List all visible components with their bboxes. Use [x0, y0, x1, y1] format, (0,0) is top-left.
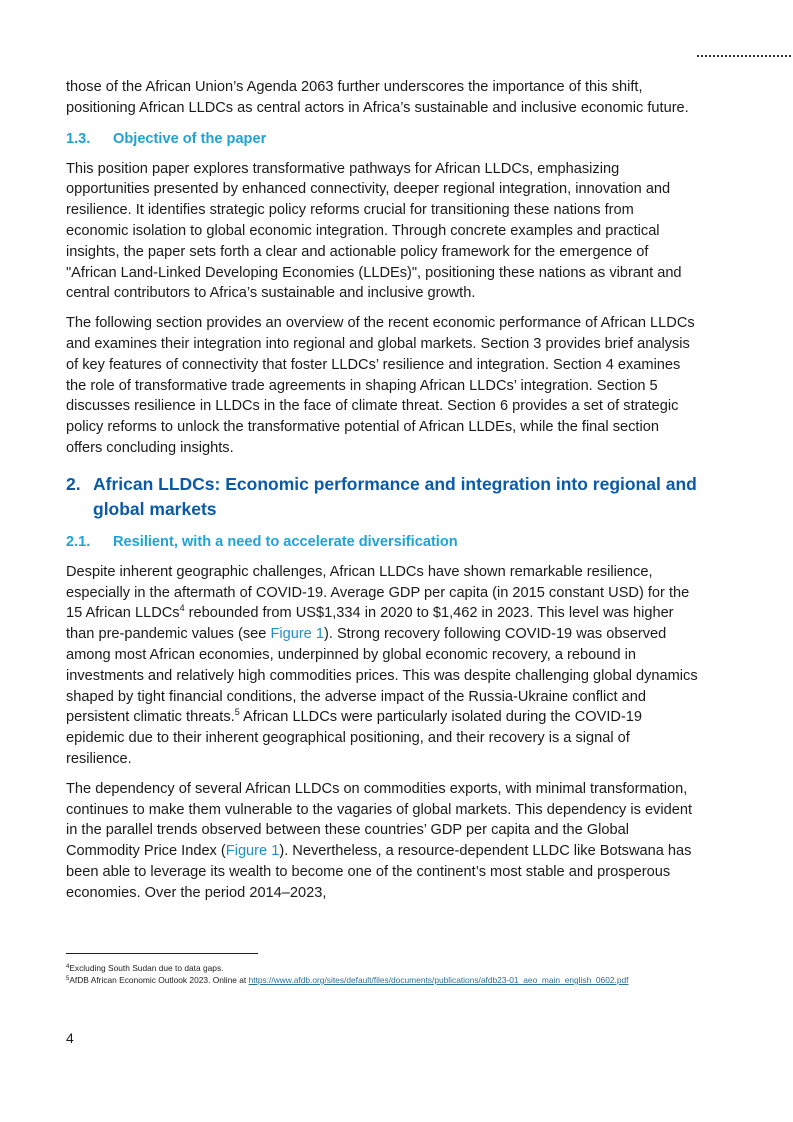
dependency-paragraph — [66, 779, 698, 904]
intro-paragraph: those of the African Union’s Agenda 2063 further underscores the importance of this shift, positioning African LLDCs as central actors in Africa’s sustainable and inclusive economic future. — [66, 79, 689, 116]
figure-1-link[interactable]: Figure 1 — [270, 626, 324, 643]
resilience-paragraph — [66, 562, 698, 770]
footnote-text: Excluding South Sudan due to data gaps. — [69, 963, 224, 973]
section-2-1-heading — [66, 532, 698, 552]
text-segment: ). Nevertheless, a resource-dependent LLDC like Botswana has been able to leverage its wealth to become one of the continent’s most stable and prosperous economies. Over the period 2014–2023, — [66, 843, 692, 901]
section-title: Objective of the paper — [113, 130, 267, 147]
text-segment: Despite inherent geographic challenges, African LLDCs have shown remarkable resilience, especially in the aftermath of COVID-19. Average GDP per capita (in 2015 constant USD) for the 15 African LLDCs — [66, 563, 690, 622]
footnote-text: AfDB African Economic Outlook 2023. Online at — [69, 975, 249, 985]
text-segment: The dependency of several African LLDCs on commodities exports, with minimal transformation, continues to make them vulnerable to the vagaries of global markets. This dependency is evident in the parallel trends observed between these countries’ GDP per capita and the Global Commodity Price Index ( — [66, 780, 692, 860]
footnotes — [66, 962, 686, 986]
page-content — [66, 77, 698, 913]
footnote-mark: 5 — [66, 976, 70, 982]
figure-1-link[interactable]: Figure 1 — [225, 843, 280, 860]
footnote-ref-4[interactable]: 4 — [179, 603, 185, 614]
section-title: Resilient, with a need to accelerate diversification — [113, 533, 458, 550]
footnote-4 — [66, 962, 686, 974]
footnote-mark: 4 — [66, 964, 70, 970]
section-number: 2. — [66, 473, 81, 494]
section-title: African LLDCs: Economic performance and integration into regional and global markets — [93, 473, 697, 519]
section-number: 1.3. — [66, 130, 91, 147]
text-segment: rebounded from US$1,334 in 2020 to $1,462 in 2023. This level was higher than pre-pandemic values (see — [66, 605, 674, 643]
header-dotted-line — [697, 55, 791, 57]
footnote-url-link[interactable]: https://www.afdb.org/sites/default/files/documents/publications/afdb23-01_aeo_main_english_0602.pdf — [248, 975, 629, 985]
text-segment: African LLDCs were particularly isolated during the COVID-19 epidemic due to their inherent geographical positioning, and their recovery is a signal of resilience. — [66, 709, 643, 767]
footnote-ref-5[interactable]: 5 — [234, 707, 240, 718]
section-1-3-heading — [66, 129, 698, 149]
section-2-heading — [66, 472, 698, 522]
section-number: 2.1. — [66, 533, 91, 550]
objective-paragraph-1: This position paper explores transformative pathways for African LLDCs, emphasizing opportunities presented by enhanced connectivity, deeper regional integration, innovation and resilience. It identifies strategic policy reforms crucial for transitioning these nations from economic isolation to global economic integration. Through concrete examples and practical insights, the paper sets forth a clear and actionable policy framework for the emergence of "African Land-Linked Developing Economies (LLDEs)", positioning these nations as vibrant and central contributors to Africa’s sustainable and inclusive growth. — [66, 160, 682, 302]
objective-paragraph-2: The following section provides an overview of the recent economic performance of African LLDCs and examines their integration into regional and global markets. Section 3 provides brief analysis of key features of connectivity that foster LLDCs’ resilience and integration. Section 4 examines the role of transformative trade agreements in shaping African LLDCs’ integration. Section 5 discusses resilience in LLDCs in the face of climate threat. Section 6 provides a set of strategic policy reforms to unlock the transformative potential of African LLDEs, while the final section offers concluding insights. — [66, 315, 695, 456]
page-number: 4 — [66, 1030, 74, 1046]
footnote-separator — [66, 953, 258, 954]
footnote-5 — [66, 974, 686, 986]
text-segment: ). Strong recovery following COVID-19 was observed among most African economies, underpinned by global economic recovery, a rebound in investments and relatively high commodities prices. This was despite challenging global dynamics shaped by tight financial conditions, the adverse impact of the Russia-Ukraine conflict and persistent climatic threats. — [66, 626, 698, 726]
